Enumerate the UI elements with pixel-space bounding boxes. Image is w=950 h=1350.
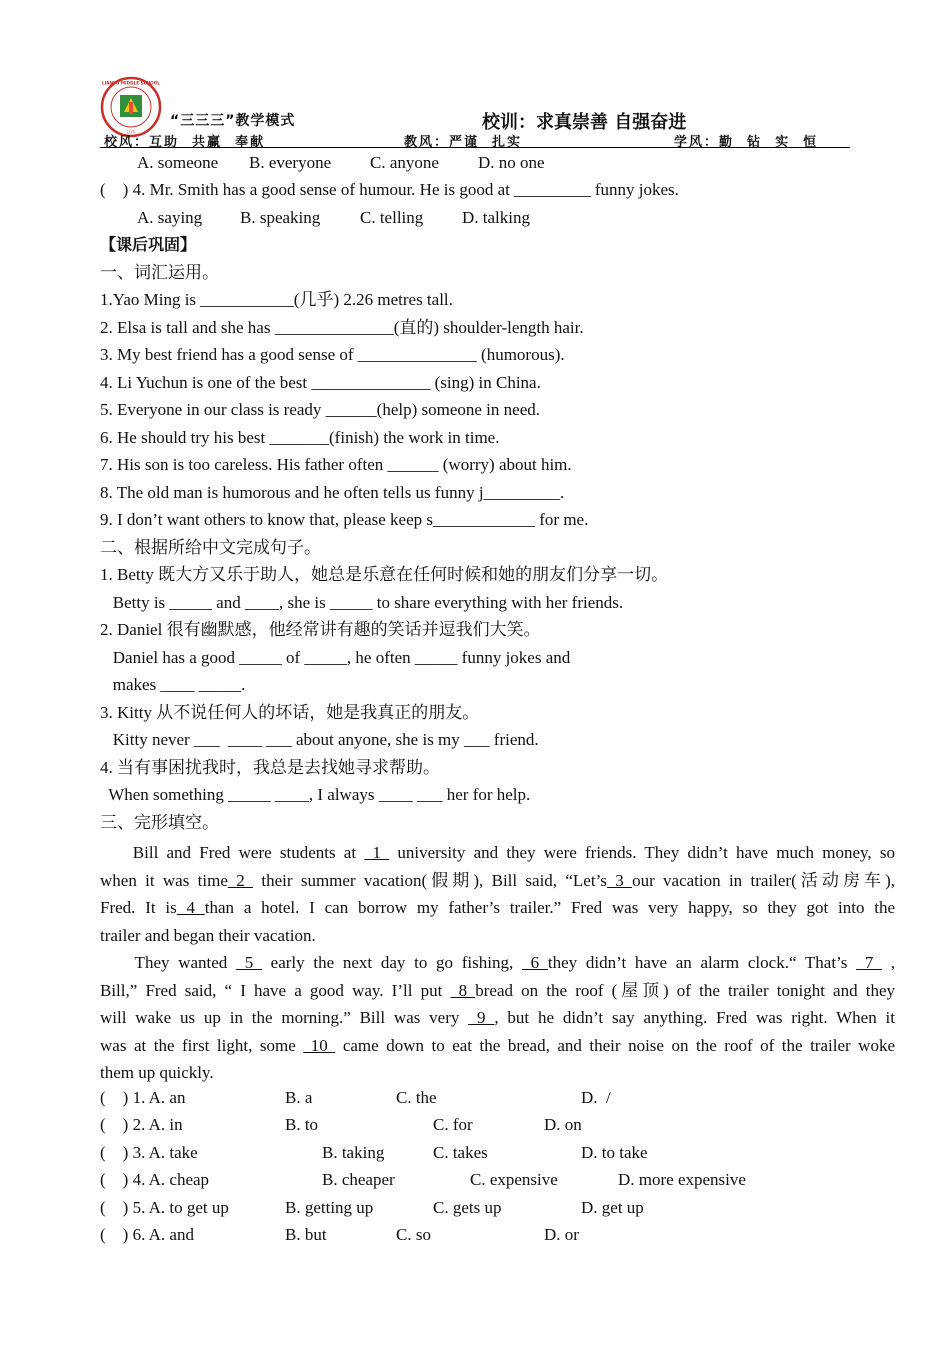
svg-text:江西: 江西 xyxy=(126,129,136,134)
part2-title: 二、根据所给中文完成句子。 xyxy=(100,538,321,557)
blank-3[interactable]: 3 xyxy=(606,870,633,890)
choice-b: B. but xyxy=(285,1225,327,1244)
choice-c: C. takes xyxy=(433,1143,488,1162)
choice-c: C. gets up xyxy=(433,1198,502,1217)
vocab-item: 5. Everyone in our class is ready ______(help) someone in need. xyxy=(100,400,540,419)
header-rule xyxy=(100,147,850,148)
choice-stem: ( ) 1. A. an xyxy=(100,1088,186,1107)
blank-5[interactable]: 5 xyxy=(236,953,262,972)
choice-b: B. a xyxy=(285,1088,313,1107)
vocab-item: 4. Li Yuchun is one of the best ______________ (sing) in China. xyxy=(100,373,541,392)
option-d: D. no one xyxy=(478,153,545,172)
choice-stem: ( ) 2. A. in xyxy=(100,1115,183,1134)
part1-title: 一、词汇运用。 xyxy=(100,263,219,282)
school-spirit: 校风：互助 共赢 奉献 xyxy=(104,135,266,150)
choice-stem: ( ) 3. A. take xyxy=(100,1143,198,1162)
choice-d: D. on xyxy=(544,1115,582,1134)
translation-line: 2. Daniel 很有幽默感，他经常讲有趣的笑话并逗我们大笑。 xyxy=(100,620,541,639)
option-b: B. speaking xyxy=(240,208,321,227)
blank-7[interactable]: 7 xyxy=(856,953,883,972)
blank-9[interactable]: 9 xyxy=(468,1008,495,1027)
paragraph-line: trailer and began their vacation. xyxy=(100,925,316,945)
translation-line: 1. Betty 既大方又乐于助人，她总是乐意在任何时候和她的朋友们分享一切。 xyxy=(100,565,669,584)
translation-line: 4. 当有事困扰我时，我总是去找她寻求帮助。 xyxy=(100,758,440,777)
section-title: 【课后巩固】 xyxy=(100,235,197,254)
option-d: D. talking xyxy=(462,208,530,227)
paragraph-line: them up quickly. xyxy=(100,1063,214,1082)
choice-d: D. or xyxy=(544,1225,579,1244)
choice-c: C. the xyxy=(396,1088,437,1107)
school-logo xyxy=(100,76,162,138)
paragraph-line: will wake us up in the morning.” Bill was very 9 , but he didn’t say anything. Fred was right. When it xyxy=(100,1008,895,1027)
translation-line: Kitty never ___ ____ ___ about anyone, she is my ___ friend. xyxy=(100,730,539,749)
translation-line: When something _____ ____, I always ____ ___ her for help. xyxy=(100,785,531,804)
vocab-item: 6. He should try his best _______(finish) the work in time. xyxy=(100,428,500,447)
paragraph-line: was at the first light, some 10 came down to eat the bread, and their noise on the roof of the trailer woke xyxy=(100,1035,895,1055)
option-c: C. anyone xyxy=(370,153,439,172)
choice-b: B. to xyxy=(285,1115,319,1134)
choice-c: C. for xyxy=(433,1115,473,1134)
translation-line: 3. Kitty 从不说任何人的坏话，她是我真正的朋友。 xyxy=(100,703,480,722)
choice-stem: ( ) 5. A. to get up xyxy=(100,1198,229,1217)
option-a: A. someone xyxy=(137,153,219,172)
logo-text-top: LIANYU MIDDLE SCHOOL xyxy=(102,80,160,86)
choice-d: D. / xyxy=(581,1088,611,1107)
choice-b: B. getting up xyxy=(285,1198,374,1217)
blank-10[interactable]: 10 xyxy=(303,1035,336,1055)
option-a: A. saying xyxy=(137,208,203,227)
paragraph-line: Fred. It is 4 than a hotel. I can borrow my father’s trailer.” Fred was very happy, so they got into the xyxy=(100,898,896,917)
choice-c: C. expensive xyxy=(470,1170,558,1189)
vocab-item: 3. My best friend has a good sense of ______________ (humorous). xyxy=(100,345,565,364)
cloze-paragraph-1 xyxy=(100,839,895,949)
choice-d: D. to take xyxy=(581,1143,648,1162)
choice-d: D. more expensive xyxy=(618,1170,746,1189)
choice-c: C. so xyxy=(396,1225,431,1244)
option-b: B. everyone xyxy=(249,153,332,172)
choice-d: D. get up xyxy=(581,1198,644,1217)
option-c: C. telling xyxy=(360,208,424,227)
translation-line: Betty is _____ and ____, she is _____ to share everything with her friends. xyxy=(100,593,624,612)
page-header xyxy=(100,76,850,148)
choice-b: B. cheaper xyxy=(322,1170,395,1189)
vocab-item: 9. I don’t want others to know that, please keep s____________ for me. xyxy=(100,510,589,529)
cloze-paragraph-2 xyxy=(100,949,895,1087)
blank-8[interactable]: 8 xyxy=(450,980,476,1000)
vocab-item: 1.Yao Ming is ___________(几乎) 2.26 metres tall. xyxy=(100,290,453,309)
question-4-stem: ( ) 4. Mr. Smith has a good sense of humour. He is good at _________ funny jokes. xyxy=(100,180,679,199)
blank-6[interactable]: 6 xyxy=(521,953,548,972)
translation-line: Daniel has a good _____ of _____, he often _____ funny jokes and xyxy=(100,648,571,667)
choice-stem: ( ) 4. A. cheap xyxy=(100,1170,210,1189)
blank-1[interactable]: 1 xyxy=(364,843,390,862)
paragraph-line: Bill,” Fred said, “ I have a good way. I’ll put 8 bread on the roof (屋顶) of the trailer tonight and they xyxy=(100,980,896,1000)
choice-stem: ( ) 6. A. and xyxy=(100,1225,194,1244)
blank-4[interactable]: 4 xyxy=(176,898,205,917)
paragraph-line: Bill and Fred were students at 1 university and they were friends. They didn’t have much money, so xyxy=(100,843,895,862)
part3-title: 三、完形填空。 xyxy=(100,813,219,832)
school-motto: 校训：求真崇善 自强奋进 xyxy=(482,112,687,133)
vocab-item: 7. His son is too careless. His father often ______ (worry) about him. xyxy=(100,455,572,474)
paragraph-line: They wanted 5 early the next day to go fishing, 6 they didn’t have an alarm clock.“ That’s 7 , xyxy=(100,953,896,972)
choice-b: B. taking xyxy=(322,1143,385,1162)
vocab-item: 8. The old man is humorous and he often tells us funny j_________. xyxy=(100,483,565,502)
vocab-item: 2. Elsa is tall and she has ______________(直的) shoulder-length hair. xyxy=(100,318,584,337)
study-spirit: 学风：勤 钻 实 恒 xyxy=(674,135,819,150)
blank-2[interactable]: 2 xyxy=(227,870,254,890)
paragraph-line: when it was time 2 their summer vacation(假期), Bill said, “Let’s 3 our vacation in trailer(活动房车), xyxy=(100,870,895,890)
translation-line: makes ____ _____. xyxy=(100,675,246,694)
teaching-mode-title: “三三三”教学模式 xyxy=(170,113,296,129)
teaching-spirit: 教风：严谨 扎实 xyxy=(404,135,523,150)
